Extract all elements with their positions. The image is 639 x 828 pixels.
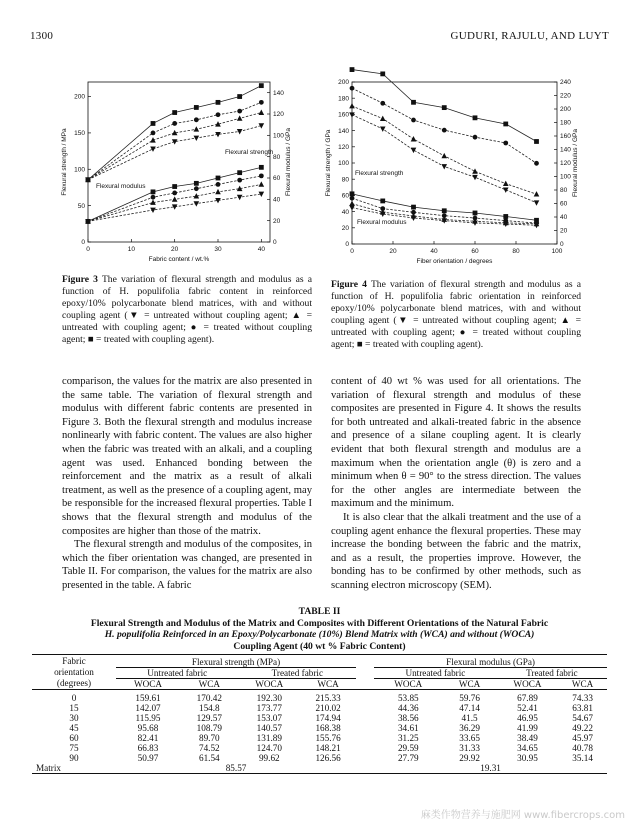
modulus-data-point (259, 173, 264, 178)
modulus-data-point (216, 182, 221, 187)
value-cell: 35.14 (572, 753, 593, 763)
table-row (32, 753, 607, 763)
strength-data-point (172, 110, 177, 115)
strength-data-point (151, 121, 156, 126)
value-cell: 50.97 (137, 753, 159, 763)
value-cell: 170.42 (196, 693, 222, 703)
y-right-tick-label: 40 (273, 196, 281, 204)
y-right-axis-label: Flexural modulus / GPa (285, 128, 292, 196)
strength-data-point (237, 94, 242, 99)
table-2-body (32, 690, 607, 764)
value-cell: 36.29 (459, 723, 480, 733)
strength-data-point (472, 175, 478, 180)
y-left-tick-label: 0 (81, 239, 85, 247)
value-cell: 131.89 (256, 733, 282, 743)
modulus-data-point (172, 184, 177, 189)
value-cell: 46.95 (517, 713, 538, 723)
strength-data-point (534, 191, 540, 196)
y-left-tick-label: 160 (338, 111, 349, 119)
table-2-title-3: Coupling Agent (40 wt % Fabric Content) (233, 640, 406, 652)
modulus-data-point (411, 205, 416, 210)
strength-data-point (503, 122, 508, 127)
annotation-flexural-modulus: Flexural modulus (96, 183, 146, 190)
value-cell: 59.76 (459, 693, 480, 703)
value-cell: 33.65 (459, 733, 480, 743)
y-right-tick-label: 220 (560, 92, 571, 100)
value-cell: 67.89 (517, 693, 538, 703)
value-cell: 44.36 (397, 703, 419, 713)
table-row (32, 690, 607, 704)
column-gap (356, 690, 374, 704)
orientation-cell: 60 (69, 733, 79, 743)
left-paragraph-2: The flexural strength and modulus of the composites, in which the fiber orientation was changed, are presented in Table II. For comparison, the values for the matrix are also presented in the table. A fabric (62, 539, 312, 591)
strength-data-point (442, 105, 447, 110)
y-right-tick-label: 0 (273, 239, 277, 247)
value-cell: 40.78 (572, 743, 593, 753)
y-left-axis-label: Flexural strength / GPa (325, 129, 332, 197)
figure-3-svg (40, 76, 300, 266)
col-wca: WCA (458, 679, 481, 689)
strength-data-point (350, 86, 355, 91)
x-tick-label: 0 (350, 248, 354, 255)
page-number: 1300 (30, 30, 54, 42)
value-cell: 41.5 (461, 713, 478, 723)
strength-data-point (503, 187, 509, 192)
x-axis-label: Fabric content / wt.% (148, 256, 210, 263)
modulus-data-point (237, 178, 242, 183)
value-cell: 215.33 (315, 693, 341, 703)
modulus-data-point (172, 196, 178, 201)
modulus-data-point (473, 211, 478, 216)
value-cell: 34.61 (397, 723, 419, 733)
table-2-title-2: H. populifolia Reinforced in an Epoxy/Polycarbonate (10%) Blend Matrix with (WCA) and without (WOCA) (104, 629, 535, 640)
strength-data-point (194, 126, 200, 131)
y-right-tick-label: 200 (560, 106, 571, 114)
matrix-modulus: 19.31 (480, 763, 501, 773)
value-cell: 124.70 (256, 743, 282, 753)
x-tick-label: 20 (171, 246, 179, 253)
col-wca: WCA (317, 679, 339, 689)
value-cell: 61.54 (198, 753, 220, 763)
modulus-data-point (259, 181, 265, 186)
value-cell: 148.21 (315, 743, 341, 753)
watermark: 麻类作物营养与施肥网 www.fibercrops.com (420, 810, 625, 821)
value-cell: 29.92 (459, 753, 480, 763)
modulus-data-point (194, 201, 200, 206)
value-cell: 27.79 (397, 753, 419, 763)
col-woca: WOCA (513, 679, 542, 689)
value-cell: 168.38 (315, 723, 341, 733)
y-left-tick-label: 80 (341, 176, 349, 184)
table-row (32, 703, 607, 713)
y-left-tick-label: 100 (74, 166, 85, 174)
value-cell: 74.52 (198, 743, 220, 753)
column-gap (356, 703, 374, 713)
figure-4-caption-text: The variation of flexural strength and modulus as a function of H. populifolia fabric orientation in reinforced epoxy/10% polycarbonate blend matrices, with and without coupling agent (▼ = untreated without coupling agent; ▲ = untreated with coupling agent; ● = treated without coupling agent; ■ = treated with coupling agent). (331, 279, 581, 350)
group-strength: Flexural strength (MPa) (116, 655, 356, 668)
strength-series-line (352, 106, 537, 194)
orientation-cell: 75 (69, 743, 79, 753)
strength-data-point (411, 136, 417, 141)
x-axis-label: Fiber orientation / degrees (416, 258, 493, 265)
y-left-tick-label: 180 (338, 95, 349, 103)
value-cell: 82.41 (137, 733, 159, 743)
matrix-label: Matrix (36, 763, 62, 773)
table-row (32, 733, 607, 743)
y-left-tick-label: 140 (338, 127, 349, 135)
strength-data-point (503, 141, 508, 146)
right-paragraph-2: It is also clear that the alkali treatment and the use of a coupling agent enhance the flexural properties. These may increase the bonding between the fabric and the matrix, and as a result, the properties improve. However, the bonding has to be confirmed by other methods, such as scanning electron microscopy (SEM). (331, 511, 581, 591)
modulus-data-point (442, 208, 447, 213)
strength-data-point (411, 148, 417, 153)
value-cell: 89.70 (198, 733, 220, 743)
x-tick-label: 80 (512, 248, 520, 255)
col-woca: WOCA (255, 679, 284, 689)
strength-data-point (259, 110, 265, 115)
row-header-line: Fabric (62, 655, 86, 666)
group-modulus: Flexural modulus (GPa) (374, 655, 607, 668)
value-cell: 210.02 (315, 703, 341, 713)
strength-data-point (380, 116, 386, 121)
x-tick-label: 60 (471, 248, 479, 255)
value-cell: 126.56 (315, 753, 341, 763)
modulus-data-point (172, 191, 177, 196)
strength-data-point (411, 100, 416, 105)
modulus-data-point (503, 214, 508, 219)
figure-4-caption-label: Figure 4 (331, 279, 367, 290)
col-woca: WOCA (394, 679, 423, 689)
strength-data-point (411, 118, 416, 123)
x-tick-label: 40 (257, 246, 265, 253)
value-cell: 154.8 (198, 703, 220, 713)
y-right-tick-label: 140 (273, 89, 284, 97)
value-cell: 45.97 (572, 733, 593, 743)
y-left-tick-label: 20 (341, 225, 349, 232)
subgroup-untreated: Untreated fabric (116, 668, 239, 679)
strength-data-point (349, 103, 355, 108)
table-2-title-1: Flexural Strength and Modulus of the Matrix and Composites with Different Orientations of the Natural Fabric (90, 617, 549, 629)
y-right-tick-label: 60 (560, 200, 568, 208)
value-cell: 108.79 (196, 723, 222, 733)
column-gap (356, 723, 374, 733)
table-row (32, 743, 607, 753)
value-cell: 63.81 (572, 703, 593, 713)
y-right-tick-label: 160 (560, 133, 571, 141)
left-paragraph-1: comparison, the values for the matrix are also presented in the same table. The variation of flexural strength and modulus with different fabric contents are presented in Figure 3. Both the flexural strength and modulus increase nonlinearly with fabric content. The values are also higher when the fabric was treated with an alkali, and a coupling agent was used. Enhanced bonding between the reinforcement and the matrix as a result of alkali treatment, as well as the presence of a coupling agent, may be responsible for the increased flexural properties. Table I shows that the flexural strength and modulus of the composites are higher than those of the matrix. (62, 376, 312, 537)
y-left-tick-label: 60 (341, 192, 349, 200)
orientation-cell: 90 (69, 753, 79, 763)
strength-data-point (172, 121, 177, 126)
strength-data-point (350, 67, 355, 72)
matrix-strength: 85.57 (225, 763, 247, 773)
column-gap (356, 753, 374, 763)
table-row-matrix (32, 763, 607, 774)
value-cell: 38.56 (397, 713, 419, 723)
x-tick-label: 40 (430, 248, 438, 255)
modulus-data-point (350, 191, 355, 196)
y-right-tick-label: 80 (273, 153, 281, 161)
figure-3-chart (40, 76, 300, 266)
value-cell: 173.77 (256, 703, 282, 713)
strength-data-point (259, 83, 264, 88)
modulus-data-point (380, 199, 385, 204)
modulus-data-point (151, 189, 156, 194)
orientation-cell: 30 (69, 713, 79, 723)
x-tick-label: 10 (127, 246, 135, 253)
col-woca: WOCA (133, 679, 163, 689)
strength-data-point (473, 135, 478, 140)
value-cell: 140.57 (256, 723, 282, 733)
strength-data-point (534, 161, 539, 166)
col-wca: WCA (198, 679, 221, 689)
y-right-tick-label: 20 (273, 217, 281, 225)
table-row (32, 713, 607, 723)
y-right-tick-label: 180 (560, 119, 571, 127)
value-cell: 174.94 (315, 713, 341, 723)
y-right-tick-label: 60 (273, 175, 281, 183)
value-cell: 142.07 (135, 703, 161, 713)
row-header-line: (degrees) (56, 677, 92, 688)
value-cell: 30.95 (517, 753, 538, 763)
y-left-tick-label: 120 (338, 144, 349, 151)
value-cell: 31.25 (397, 733, 419, 743)
value-cell: 41.99 (517, 723, 538, 733)
right-column (331, 375, 581, 593)
strength-data-point (237, 109, 242, 114)
y-right-tick-label: 100 (560, 173, 571, 181)
strength-data-point (380, 101, 385, 106)
plot-frame (88, 82, 270, 242)
subgroup-treated: Treated fabric (239, 668, 357, 679)
strength-data-point (151, 131, 156, 136)
modulus-data-point (237, 170, 242, 175)
y-right-axis-label: Flexural modulus / GPa (572, 129, 579, 197)
orientation-cell: 15 (69, 703, 79, 713)
running-head-authors: GUDURI, RAJULU, AND LUYT (450, 30, 609, 42)
value-cell: 53.85 (397, 693, 419, 703)
value-cell: 129.57 (196, 713, 222, 723)
strength-data-point (216, 100, 221, 105)
y-right-tick-label: 20 (560, 227, 568, 235)
value-cell: 31.33 (459, 743, 480, 753)
strength-data-point (259, 100, 264, 105)
strength-data-point (237, 129, 243, 134)
x-tick-label: 20 (389, 248, 397, 255)
y-right-tick-label: 120 (273, 111, 284, 119)
y-right-tick-label: 100 (273, 132, 284, 140)
x-tick-label: 30 (214, 246, 222, 253)
y-right-tick-label: 120 (560, 160, 571, 168)
value-cell: 34.65 (517, 743, 538, 753)
strength-data-point (349, 112, 355, 117)
modulus-data-point (215, 189, 221, 194)
modulus-data-point (194, 181, 199, 186)
table-2-label: TABLE II (298, 606, 341, 617)
strength-data-point (503, 181, 509, 186)
annotation-flexural-strength: Flexural strength (225, 149, 274, 156)
orientation-cell: 0 (71, 693, 77, 703)
value-cell: 54.67 (572, 713, 593, 723)
annotation-flexural-strength: Flexural strength (355, 170, 404, 177)
right-paragraph-1: content of 40 wt % was used for all orientations. The variation of flexural strength and modulus of these composites are presented in Figure 4. It shows the results for both untreated and alkali-treated fabric in the absence and presence of a silane coupling agent. It is clearly evident that both flexural strength and modulus are a maximum when the orientation angle (θ) is zero and a minimum when θ = 90° to the stress direction. The values for the other angles are intermediate between the maximum and the minimum. (331, 376, 581, 510)
modulus-data-point (237, 195, 243, 200)
strength-data-point (380, 127, 386, 132)
modulus-data-point (216, 176, 221, 181)
value-cell: 29.59 (397, 743, 419, 753)
y-right-tick-label: 0 (560, 241, 564, 249)
table-2 (32, 606, 607, 774)
strength-data-point (473, 115, 478, 120)
row-header-cell (32, 655, 116, 690)
strength-data-point (194, 117, 199, 122)
value-cell: 49.22 (572, 723, 593, 733)
y-left-tick-label: 40 (341, 208, 349, 216)
orientation-cell: 45 (69, 723, 79, 733)
figure-4-svg (322, 76, 597, 271)
value-cell: 47.14 (459, 703, 480, 713)
row-header-line: orientation (54, 666, 94, 677)
y-left-tick-label: 0 (345, 241, 349, 249)
value-cell: 52.41 (517, 703, 538, 713)
y-left-tick-label: 50 (77, 202, 85, 210)
strength-data-point (472, 168, 478, 173)
strength-data-point (534, 200, 540, 205)
value-cell: 192.30 (256, 693, 282, 703)
value-cell: 159.61 (135, 693, 161, 703)
modulus-data-point (194, 186, 199, 191)
left-column (62, 375, 312, 593)
column-gap (356, 743, 374, 753)
strength-data-point (442, 128, 447, 133)
y-left-tick-label: 100 (338, 160, 349, 168)
value-cell: 38.49 (517, 733, 538, 743)
value-cell: 153.07 (256, 713, 282, 723)
table-2-grid (32, 654, 607, 774)
strength-data-point (194, 105, 199, 110)
x-tick-label: 0 (86, 246, 90, 253)
strength-data-point (237, 115, 243, 120)
figure-3-caption (62, 274, 312, 346)
figure-4-caption (331, 279, 581, 351)
strength-data-point (534, 139, 539, 144)
x-tick-label: 100 (551, 248, 563, 255)
strength-data-point (441, 153, 447, 158)
figure-4-chart (322, 76, 597, 271)
col-wca: WCA (571, 679, 594, 689)
figure-3-caption-label: Figure 3 (62, 274, 98, 285)
strength-data-point (150, 147, 156, 152)
column-gap (356, 733, 374, 743)
y-left-tick-label: 200 (74, 93, 85, 101)
value-cell: 155.76 (315, 733, 341, 743)
modulus-data-point (259, 165, 264, 170)
subgroup-treated: Treated fabric (497, 668, 607, 679)
table-row (32, 723, 607, 733)
subgroup-untreated: Untreated fabric (374, 668, 497, 679)
figure-3-caption-text: The variation of flexural strength and modulus as a function of H. populifolia fabric content in reinforced epoxy/10% polycarbonate blend matrices, with and without coupling agent (▼ = untreated without coupling agent; ▲ = untreated with coupling agent; ● = treated without coupling agent; ■ = treated with coupling agent). (62, 274, 312, 345)
value-cell: 74.33 (572, 693, 593, 703)
modulus-data-point (151, 195, 156, 200)
y-right-tick-label: 140 (560, 146, 571, 154)
strength-data-point (216, 112, 221, 117)
strength-data-point (380, 71, 385, 76)
strength-data-point (194, 136, 200, 141)
y-left-tick-label: 150 (74, 130, 85, 138)
modulus-data-point (350, 196, 355, 201)
y-right-tick-label: 240 (560, 79, 571, 87)
value-cell: 115.95 (135, 713, 161, 723)
y-right-tick-label: 80 (560, 187, 568, 195)
annotation-flexural-modulus: Flexural modulus (357, 219, 407, 226)
column-gap (356, 713, 374, 723)
y-left-tick-label: 200 (338, 79, 349, 87)
value-cell: 99.62 (258, 753, 280, 763)
value-cell: 66.83 (137, 743, 159, 753)
y-right-tick-label: 40 (560, 214, 568, 222)
value-cell: 95.68 (137, 723, 159, 733)
y-left-axis-label: Flexural strength / MPa (61, 128, 68, 196)
